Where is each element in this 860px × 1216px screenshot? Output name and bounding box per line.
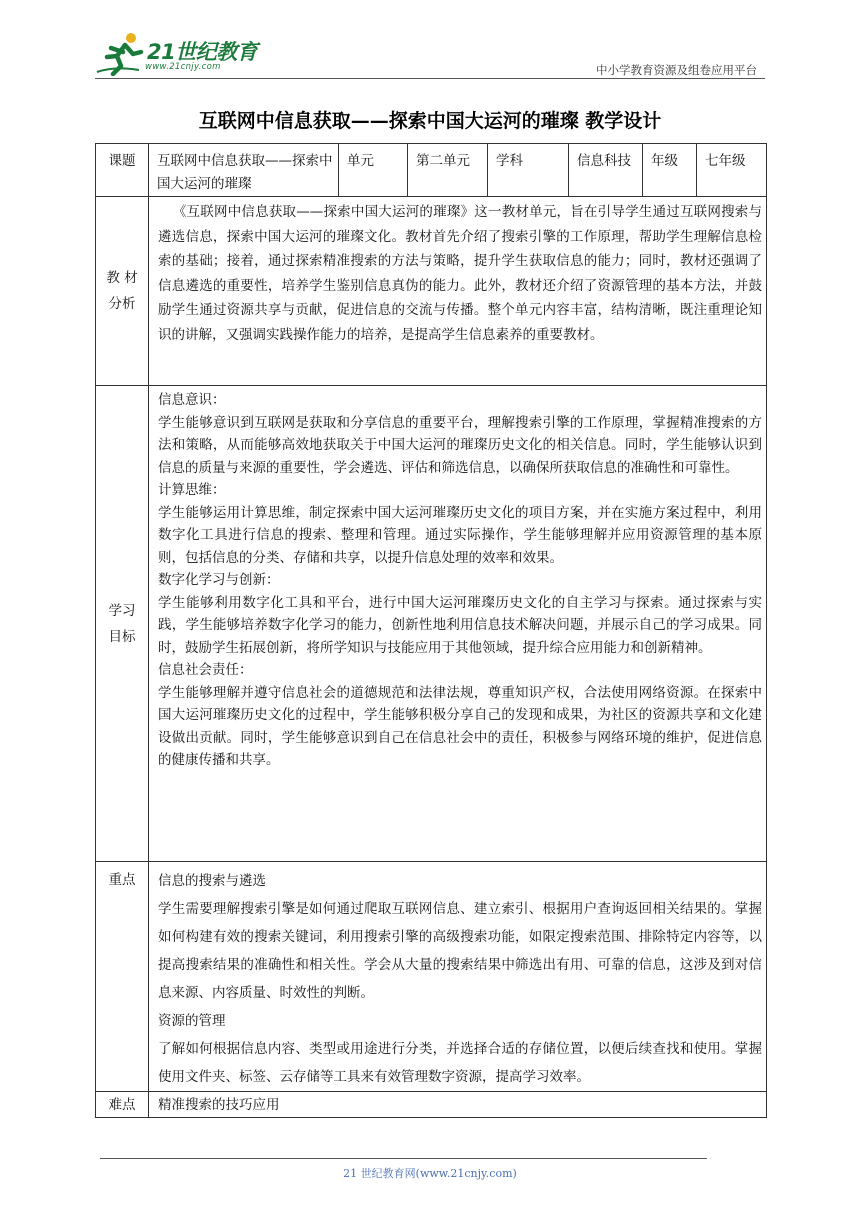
footer-divider — [100, 1158, 707, 1159]
difficulty-row — [96, 1092, 767, 1118]
objectives-row — [96, 386, 767, 862]
objective-text: 学生能够意识到互联网是获取和分享信息的重要平台，理解搜索引擎的工作原理，掌握精准搜索的方法和策略，从而能够高效地获取关于中国大运河的璀璨历史文化的相关信息。同时，学生能够认识到信息的质量与来源的重要性，学会遴选、评估和筛选信息，以确保所获取信息的准确性和可靠性。 — [158, 414, 762, 476]
grade-value: 七年级 — [705, 153, 746, 169]
page-title: 互联网中信息获取——探索中国大运河的璀璨 教学设计 — [198, 110, 662, 132]
key-points-label: 重点 — [108, 872, 136, 888]
course-value-cell — [149, 144, 339, 197]
course-label: 课题 — [108, 153, 136, 169]
analysis-label: 教 材分析 — [106, 270, 138, 312]
platform-name: 中小学教育资源及组卷应用平台 — [596, 63, 757, 77]
unit-label-cell — [339, 144, 408, 197]
objectives-content-cell — [149, 386, 767, 862]
footer: 21 世纪教育网(www.21cnjy.com) — [343, 1167, 517, 1180]
objective-heading: 信息意识： — [158, 392, 226, 408]
subject-label-cell — [488, 144, 569, 197]
logo — [95, 30, 265, 76]
subject-value: 信息科技 — [577, 153, 631, 169]
objectives-label-cell — [96, 386, 149, 862]
unit-label: 单元 — [347, 153, 374, 169]
subject-label: 学科 — [496, 153, 523, 169]
grade-value-cell — [697, 144, 767, 197]
analysis-label-cell — [96, 197, 149, 386]
difficulty-label-cell — [96, 1092, 149, 1118]
key-points-content-cell — [149, 862, 767, 1092]
course-value: 互联网中信息获取——探索中国大运河的璀璨 — [157, 153, 333, 192]
analysis-row — [96, 197, 767, 386]
key-points-label-cell — [96, 862, 149, 1092]
key-point-heading: 信息的搜索与遴选 — [158, 873, 266, 889]
key-point-text: 了解如何根据信息内容、类型或用途进行分类，并选择合适的存储位置，以便后续查找和使用。掌握使用文件夹、标签、云存储等工具来有效管理数字资源，提高学习效率。 — [158, 1041, 762, 1085]
runner-icon — [95, 30, 147, 76]
grade-label-cell — [643, 144, 697, 197]
analysis-content-cell — [149, 197, 767, 386]
objective-text: 学生能够利用数字化工具和平台，进行中国大运河璀璨历史文化的自主学习与探索。通过探索与实践，学生能够培养数字化学习的能力，创新性地利用信息技术解决问题，并展示自己的学习成果。同时，鼓励学生拓展创新，将所学知识与技能应用于其他领域，提升综合应用能力和创新精神。 — [158, 594, 762, 656]
key-point-text: 学生需要理解搜索引擎是如何通过爬取互联网信息、建立索引、根据用户查询返回相关结果的。掌握如何构建有效的搜索关键词，利用搜索引擎的高级搜索功能，如限定搜索范围、排除特定内容等，以提高搜索结果的准确性和相关性。学会从大量的搜索结果中筛选出有用、可靠的信息，这涉及到对信息来源、内容质量、时效性的判断。 — [158, 901, 762, 1001]
objective-heading: 数字化学习与创新： — [158, 572, 280, 588]
course-label-cell — [96, 144, 149, 197]
objectives-label: 学习目标 — [108, 602, 136, 645]
lesson-table — [95, 143, 767, 1118]
objective-heading: 计算思维： — [158, 482, 226, 498]
subject-value-cell — [569, 144, 643, 197]
info-row — [96, 144, 767, 197]
logo-url: www.21cnjy.com — [145, 62, 221, 72]
header-divider — [95, 78, 765, 79]
objective-text: 学生能够运用计算思维，制定探索中国大运河璀璨历史文化的项目方案，并在实施方案过程中，利用数字化工具进行信息的搜索、整理和管理。通过实际操作，学生能够理解并应用资源管理的基本原则，包括信息的分类、存储和共享，以提升信息处理的效率和效果。 — [158, 504, 762, 566]
unit-value: 第二单元 — [416, 153, 470, 169]
page-header — [95, 30, 765, 80]
key-points-row — [96, 862, 767, 1092]
objective-heading: 信息社会责任： — [158, 662, 253, 678]
logo-text: 21世纪教育 — [147, 40, 258, 64]
grade-label: 年级 — [651, 153, 678, 169]
key-points-list — [149, 862, 766, 1091]
difficulty-label: 难点 — [108, 1097, 136, 1113]
unit-value-cell — [408, 144, 488, 197]
difficulty-text: 精准搜索的技巧应用 — [158, 1097, 280, 1113]
objective-text: 学生能够理解并遵守信息社会的道德规范和法律法规，尊重知识产权，合法使用网络资源。在探索中国大运河璀璨历史文化的过程中，学生能够积极分享自己的发现和成果，为社区的资源共享和文化建设做出贡献。同时，学生能够意识到自己在信息社会中的责任，积极参与网络环境的维护，促进信息的健康传播和共享。 — [158, 684, 762, 768]
objectives-list — [149, 386, 766, 772]
key-point-heading: 资源的管理 — [158, 1013, 226, 1029]
difficulty-content-cell — [149, 1092, 767, 1118]
analysis-text: 《互联网中信息获取——探索中国大运河的璀璨》这一教材单元，旨在引导学生通过互联网搜索与遴选信息，探索中国大运河的璀璨文化。教材首先介绍了搜索引擎的工作原理，帮助学生理解信息检索的基础；接着，通过探索精准搜索的方法与策略，提升学生获取信息的能力；同时，教材还强调了信息遴选的重要性，培养学生鉴别信息真伪的能力。此外，教材还介绍了资源管理的基本方法，并鼓励学生通过资源共享与贡献，促进信息的交流与传播。整个单元内容丰富，结构清晰，既注重理论知识的讲解，又强调实践操作能力的培养，是提高学生信息素养的重要教材。 — [158, 204, 762, 343]
